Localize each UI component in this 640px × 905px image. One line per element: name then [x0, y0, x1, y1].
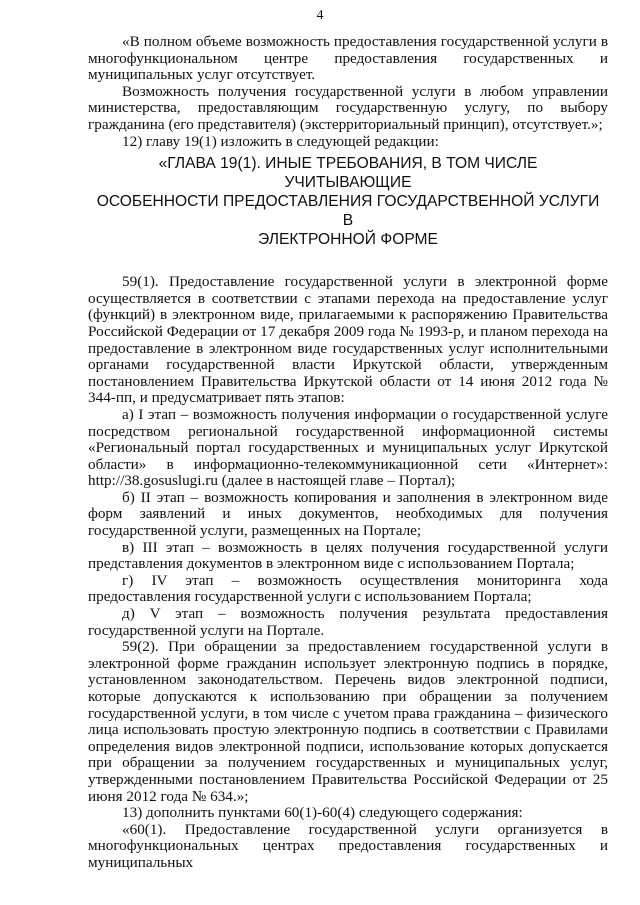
heading-line: ОСОБЕННОСТИ ПРЕДОСТАВЛЕНИЯ ГОСУДАРСТВЕННОЙ УСЛУГИ В: [96, 193, 600, 230]
list-item: д) V этап – возможность получения результата предоставления государственной услуги на Портале.: [88, 605, 608, 639]
heading-line: «ГЛАВА 19(1). ИНЫЕ ТРЕБОВАНИЯ, В ТОМ ЧИСЛЕ УЧИТЫВАЮЩИЕ: [158, 155, 538, 192]
list-item: б) II этап – возможность копирования и заполнения в электронном виде форм заявлений и иных документов, необходимых для получения государственной услуги, размещенных на Портале;: [88, 488, 608, 540]
page-number: 4: [316, 8, 324, 23]
paragraph: 59(2). При обращении за предоставлением государственной услуги в электронной форме гражданин использует электронную подпись в порядке, установленном законодательством. Перечень видов электронной подписи, которые допускаются к использованию при обращении за получением государственной услуги, в том числе с учетом права гражданина – физического лица использовать простую электронную подпись в соответствии с Правилами определения видов электронной подписи, использование которых допускается при обращении за получением государственных и муниципальных услуг, утвержденными постановлением Правительства Российской Федерации от 25 июня 2012 года № 634.»;: [88, 638, 608, 805]
paragraph: 13) дополнить пунктами 60(1)-60(4) следующего содержания:: [122, 804, 523, 822]
paragraph: «60(1). Предоставление государственной услуги организуется в многофункциональных центрах предоставления государственных и муниципальных: [88, 820, 608, 871]
list-item: в) III этап – возможность в целях получения государственной услуги представления документов в электронном виде с использованием Портала;: [88, 538, 608, 573]
chapter-heading: [88, 154, 608, 249]
paragraph: «В полном объеме возможность предоставления государственной услуги в многофункциональном центре предоставления государственных и муниципальных услуг отсутствует.: [88, 33, 608, 84]
paragraph: Возможность получения государственной услуги в любом управлении министерства, предоставляющим государственную услугу, по выбору гражданина (его представителя) (экстерриториальный принцип), отсутствует.»;: [88, 82, 608, 133]
list-item: г) IV этап – возможность осуществления мониторинга хода предоставления государственной услуги с использованием Портала;: [88, 571, 608, 606]
paragraph: 12) главу 19(1) изложить в следующей редакции:: [122, 132, 439, 150]
document-text: [88, 34, 608, 872]
heading-line: ЭЛЕКТРОННОЙ ФОРМЕ: [258, 231, 438, 249]
list-item: а) I этап – возможность получения информации о государственной услуге посредством региональной государственной информационной системы «Региональный портал государственных и муниципальных услуг Иркутской области» в информационно-телекоммуникационной сети «Интернет»: http://38.gosuslugi.ru (далее в настоящей главе – Портал);: [88, 405, 608, 490]
paragraph: 59(1). Предоставление государственной услуги в электронной форме осуществляется в соответствии с этапами перехода на предоставление услуг (функций) в электронном виде, прилагаемыми к распоряжению Правительства Российской Федерации от 17 декабря 2009 года № 1993-р, и планом перехода на предоставление в электронном виде государственных услуг исполнительными органами государственной власти Иркутской области, утвержденным постановлением Правительства Иркутской области от 14 июня 2012 года № 344-пп, и предусматривает пять этапов:: [88, 273, 608, 407]
